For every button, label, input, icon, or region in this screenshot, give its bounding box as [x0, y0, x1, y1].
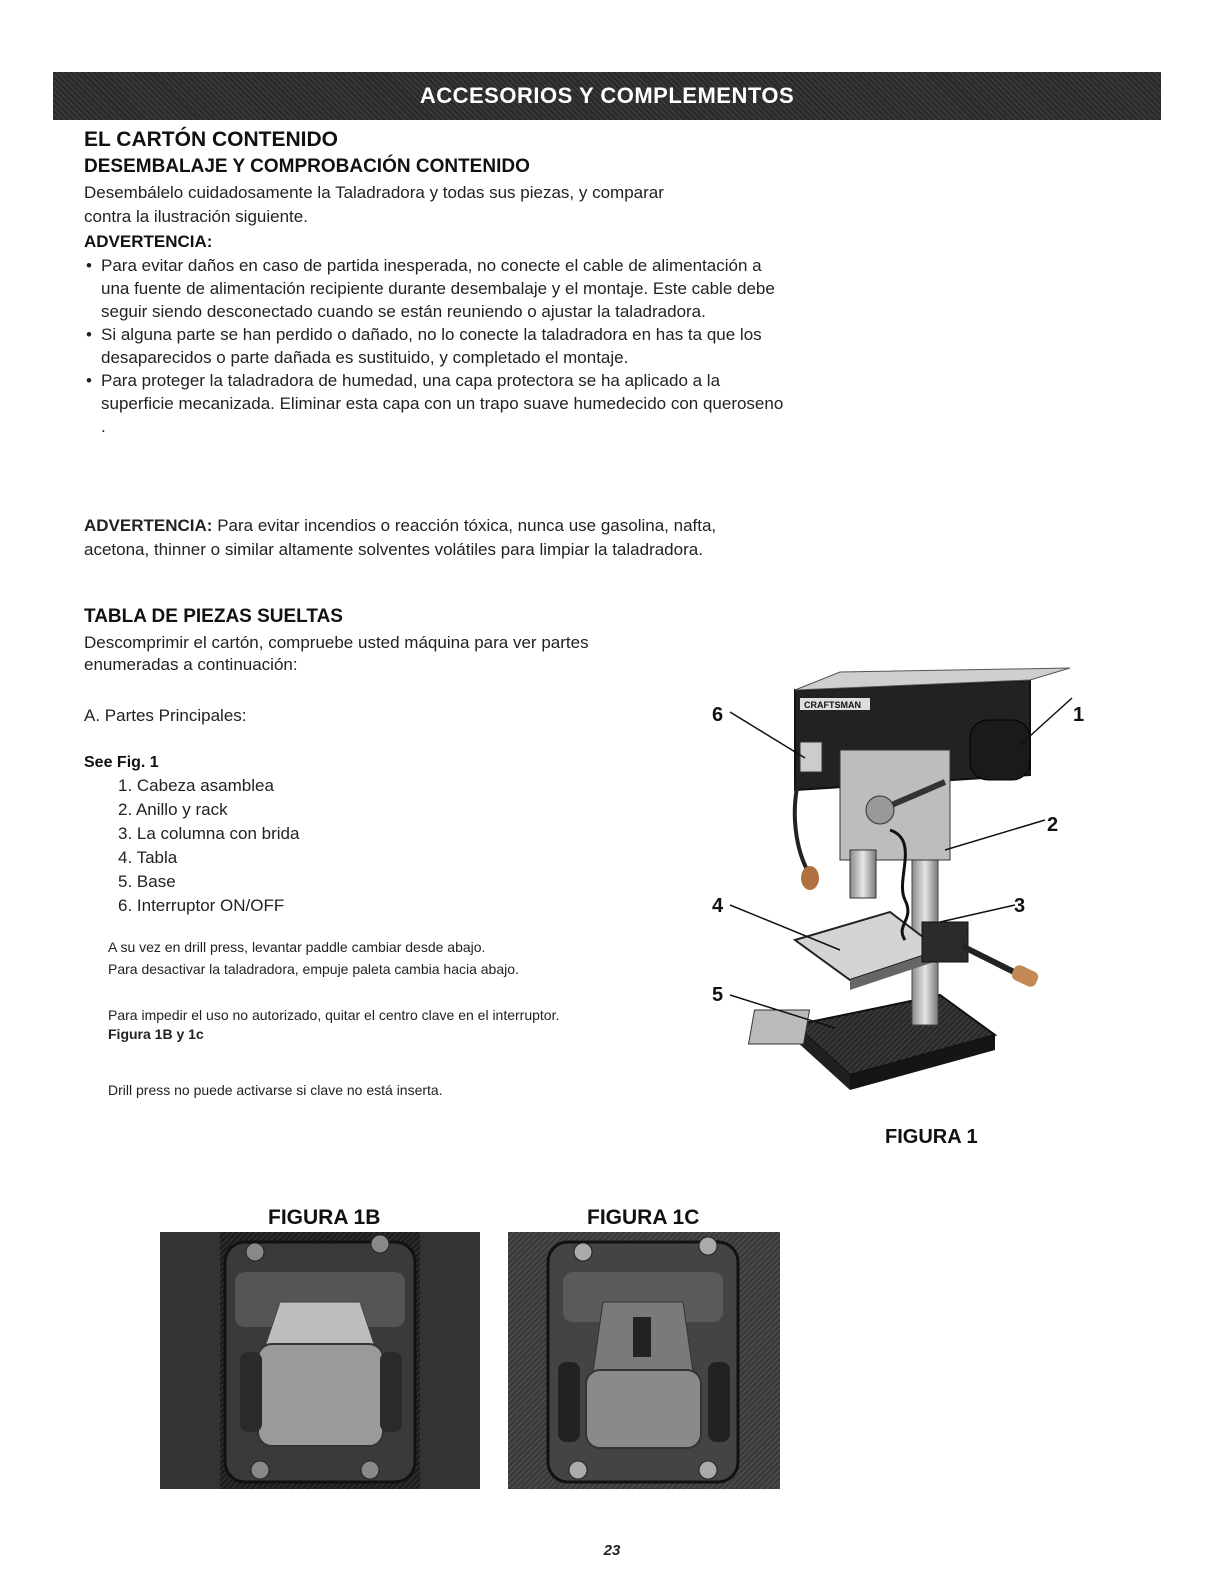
intro-line-1: Desembálelo cuidadosamente la Taladradora y todas sus piezas, y comparar — [84, 183, 664, 202]
callout-3: 3 — [1014, 895, 1026, 917]
list-item: 3. La columna con brida — [118, 824, 300, 843]
parts-intro: Descomprimir el cartón, compruebe usted máquina para ver partes enumeradas a continuación: — [84, 633, 589, 674]
see-fig-label: See Fig. 1 — [84, 754, 159, 771]
list-item: 4. Tabla — [118, 848, 178, 867]
warning-label: ADVERTENCIA: — [84, 232, 213, 251]
warning-2-label: ADVERTENCIA: — [84, 516, 213, 535]
drill-press-illustration — [700, 650, 1090, 1120]
drill-motor — [970, 720, 1030, 780]
list-item: 6. Interruptor ON/OFF — [118, 896, 285, 915]
warning-paragraph — [84, 514, 774, 562]
callout-4: 4 — [712, 895, 724, 917]
switch-with-key-photo — [160, 1232, 480, 1489]
brand-label: CRAFTSMAN — [804, 700, 861, 710]
warning-list — [84, 254, 784, 438]
intro-line-2: contra la ilustración siguiente. — [84, 207, 308, 226]
warning-2-text: Para evitar incendios o reacción tóxica, nunca use gasolina, nafta, acetona, thinner o similar altamente solventes volátiles para limpiar la taladradora. — [84, 516, 717, 559]
list-item: 5. Base — [118, 872, 176, 891]
callout-6: 6 — [712, 704, 724, 726]
callout-1: 1 — [1073, 704, 1085, 726]
callout-2: 2 — [1047, 814, 1059, 836]
figure-1b-caption: FIGURA 1B — [268, 1206, 381, 1229]
figure-1-caption: FIGURA 1 — [885, 1126, 978, 1148]
note-key-required: Drill press no puede activarse si clave no está inserta. — [108, 1082, 443, 1098]
list-item: • Si alguna parte se han perdido o dañado, no lo conecte la taladradora en has ta que los desaparecidos o parte dañada es sustituido, y completado el montaje. — [84, 323, 784, 369]
switch-without-key-photo — [508, 1232, 780, 1489]
page-number: 23 — [603, 1542, 621, 1559]
list-item: • Para evitar daños en caso de partida inesperada, no conecte el cable de alimentación a una fuente de alimentación recipiente durante desembalaje y el montaje. Este cable debe seguir siendo desconectado cuando se están reuniendo o ajustar la taladradora. — [84, 254, 784, 323]
parts-table-title: TABLA DE PIEZAS SUELTAS — [84, 606, 343, 627]
note-switch-off: Para desactivar la taladradora, empuje paleta cambia hacia abajo. — [108, 961, 519, 977]
figure-1c-caption: FIGURA 1C — [587, 1206, 700, 1229]
list-item: • Para proteger la taladradora de humedad, una capa protectora se ha aplicado a la superficie mecanizada. Eliminar esta capa con un trapo suave humedecido con queroseno . — [84, 369, 784, 438]
parts-list — [118, 774, 299, 918]
banner-title: ACCESORIOS Y COMPLEMENTOS — [419, 83, 795, 108]
list-item: 1. Cabeza asamblea — [118, 776, 274, 795]
parts-group-label: A. Partes Principales: — [84, 706, 247, 725]
note-key: Para impedir el uso no autorizado, quitar el centro clave en el interruptor. — [108, 1007, 560, 1023]
note-key-figure-ref: Figura 1B y 1c — [108, 1026, 204, 1042]
section-banner — [53, 72, 1161, 120]
list-item: 2. Anillo y rack — [118, 800, 228, 819]
note-switch-on: A su vez en drill press, levantar paddle cambiar desde abajo. — [108, 939, 486, 955]
section-title: EL CARTÓN CONTENIDO — [84, 128, 338, 151]
callout-5: 5 — [712, 984, 724, 1006]
section-subtitle: DESEMBALAJE Y COMPROBACIÓN CONTENIDO — [84, 156, 530, 177]
